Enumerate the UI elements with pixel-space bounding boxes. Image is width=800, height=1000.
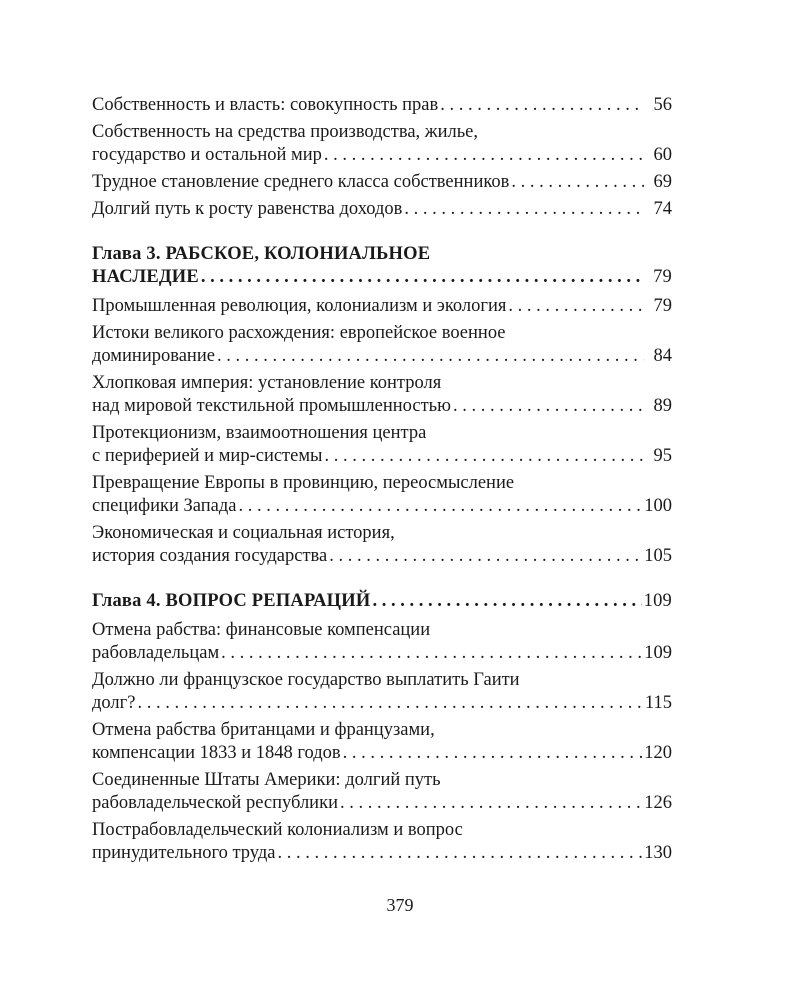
dot-leader <box>511 171 644 194</box>
dot-leader <box>324 445 644 468</box>
toc-entry-title-line: Собственность и власть: совокупность прав <box>92 95 439 115</box>
toc-entry-title-line: Трудное становление среднего класса собственников <box>92 172 510 192</box>
dot-leader <box>453 395 644 418</box>
toc-entry-title-line: доминирование <box>92 346 215 366</box>
toc-page-number: 130 <box>644 843 672 863</box>
dot-leader <box>201 266 644 289</box>
toc-entry-title-line: Глава 4. ВОПРОС РЕПАРАЦИЙ <box>92 591 371 611</box>
dot-leader <box>343 742 643 765</box>
toc-entry <box>92 719 672 765</box>
toc-entry-title-line: с периферией и мир-системы <box>92 446 323 466</box>
toc-entry-title-line: Долгий путь к росту равенства доходов <box>92 199 403 219</box>
toc-entry <box>92 171 672 194</box>
toc-entry-title-line: Соединенные Штаты Америки: долгий путь <box>92 770 441 790</box>
toc-entry-title-line: специфики Запада <box>92 496 237 516</box>
toc-entry-title-line: история создания государства <box>92 546 328 566</box>
toc-entry-title-line: Промышленная революция, колониализм и экология <box>92 296 507 316</box>
dot-leader <box>278 842 643 865</box>
toc-entry <box>92 121 672 167</box>
dot-leader <box>372 590 641 613</box>
dot-leader <box>440 94 644 117</box>
toc-page-number: 95 <box>653 446 672 466</box>
dot-leader <box>217 345 644 368</box>
toc-entry-title-line: Отмена рабства британцами и французами, <box>92 720 435 740</box>
toc-entry-title-line: компенсации 1833 и 1848 годов <box>92 743 341 763</box>
toc-entry-title-line: Хлопковая империя: установление контроля <box>92 373 442 393</box>
toc-entry-title-line: Глава 3. РАБСКОЕ, КОЛОНИАЛЬНОЕ <box>92 244 431 264</box>
toc-page-number: 115 <box>644 693 672 713</box>
toc-entry-title-line: государство и остальной мир <box>92 145 322 165</box>
toc-entry <box>92 422 672 468</box>
toc-page-number: 79 <box>653 296 672 316</box>
toc-chapter-heading <box>92 243 672 289</box>
toc-chapter-heading <box>92 590 672 613</box>
toc-entry-title-line: Собственность на средства производства, жилье, <box>92 122 478 142</box>
toc-entry <box>92 669 672 715</box>
toc-page-number: 56 <box>653 95 672 115</box>
toc-page-number: 126 <box>644 793 672 813</box>
toc-entry <box>92 295 672 318</box>
toc-page-number: 105 <box>644 546 672 566</box>
toc-entry-title-line: Пострабовладельческий колониализм и вопрос <box>92 820 463 840</box>
toc-entry-title-line: Отмена рабства: финансовые компенсации <box>92 620 431 640</box>
page-number: 379 <box>386 895 414 915</box>
toc-entry <box>92 769 672 815</box>
dot-leader <box>324 144 644 167</box>
dot-leader <box>404 198 644 221</box>
dot-leader <box>137 692 642 715</box>
toc-entry-title-line: Истоки великого расхождения: европейское военное <box>92 323 506 343</box>
toc-page-number: 79 <box>653 267 672 287</box>
toc-page-number: 84 <box>653 346 672 366</box>
toc-entry <box>92 198 672 221</box>
toc-entry-title-line: принудительного труда <box>92 843 276 863</box>
toc-entry <box>92 619 672 665</box>
toc-page-number: 89 <box>653 396 672 416</box>
toc-entry-title-line: Должно ли французское государство выплатить Гаити <box>92 670 520 690</box>
table-of-contents <box>92 94 672 869</box>
dot-leader <box>340 792 642 815</box>
toc-entry <box>92 94 672 117</box>
toc-entry <box>92 819 672 865</box>
toc-entry <box>92 322 672 368</box>
toc-page-number: 100 <box>644 496 672 516</box>
toc-entry <box>92 472 672 518</box>
toc-page-number: 120 <box>644 743 672 763</box>
dot-leader <box>239 495 643 518</box>
toc-page-number: 60 <box>653 145 672 165</box>
dot-leader <box>221 642 642 665</box>
toc-page-number: 109 <box>644 643 672 663</box>
toc-entry-title-line: рабовладельческой республики <box>92 793 338 813</box>
toc-entry-title-line: над мировой текстильной промышленностью <box>92 396 451 416</box>
toc-entry <box>92 522 672 568</box>
toc-entry-title-line: долг? <box>92 693 136 713</box>
dot-leader <box>508 295 644 318</box>
toc-entry-title-line: Протекционизм, взаимоотношения центра <box>92 423 427 443</box>
dot-leader <box>329 545 642 568</box>
toc-entry-title-line: Превращение Европы в провинцию, переосмысление <box>92 473 515 493</box>
toc-entry-title-line: рабовладельцам <box>92 643 220 663</box>
toc-page-number: 74 <box>653 199 672 219</box>
toc-page-number: 69 <box>653 172 672 192</box>
toc-page-number: 109 <box>643 591 672 611</box>
toc-entry <box>92 372 672 418</box>
toc-entry-title-line: Экономическая и социальная история, <box>92 523 395 543</box>
toc-entry-title-line: НАСЛЕДИЕ <box>92 267 199 287</box>
